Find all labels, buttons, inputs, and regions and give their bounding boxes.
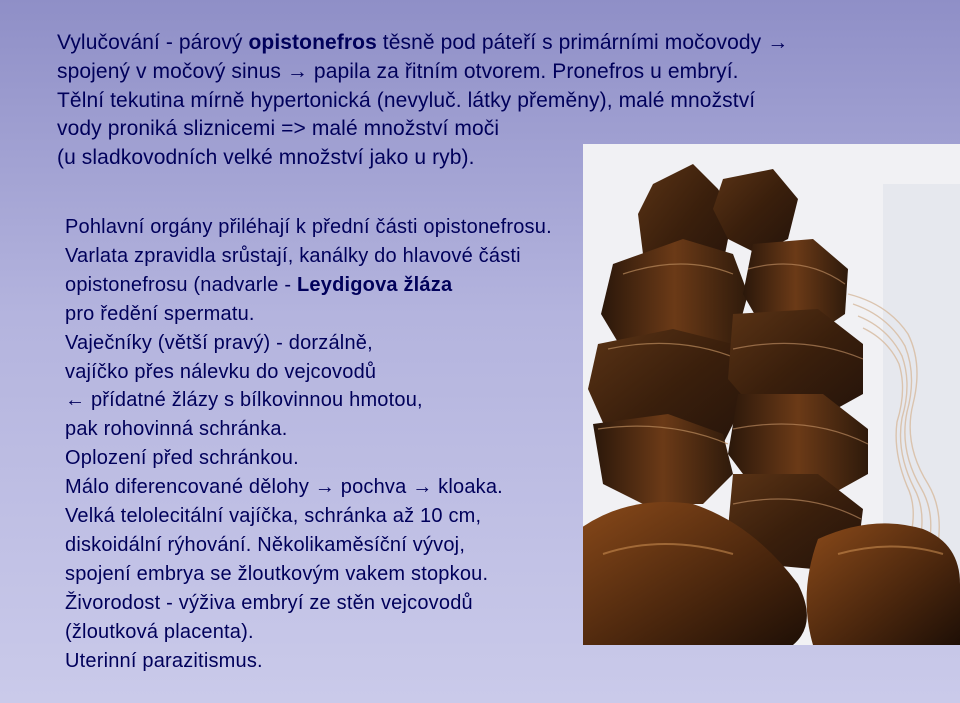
text-line: Vaječníky (větší pravý) - dorzálně, xyxy=(65,331,373,354)
reproduction-paragraph xyxy=(65,213,625,676)
text-line: Vylučování - párový opistonefros těsně pod páteří s primárními močovody → xyxy=(57,31,789,54)
text-line: Oplození před schránkou. xyxy=(65,447,299,470)
text-line: Tělní tekutina mírně hypertonická (nevyluč. látky přeměny), malé množství xyxy=(57,88,756,112)
text-line: opistonefrosu (nadvarle - Leydigova žláza xyxy=(65,273,453,296)
text-line: pak rohovinná schránka. xyxy=(65,418,288,441)
text-line: vody proniká sliznicemi => malé množství moči xyxy=(57,117,500,141)
text-line: (u sladkovodních velké množství jako u ryb). xyxy=(57,146,475,170)
text-line: Málo diferencované dělohy → pochva → kloaka. xyxy=(65,476,503,499)
egg-capsule-bottom-right xyxy=(807,523,960,645)
text-line: (žloutková placenta). xyxy=(65,620,254,643)
term-leydigova-zlaza: Leydigova žláza xyxy=(297,273,453,296)
text-line: Uterinní parazitismus. xyxy=(65,649,263,672)
text-line: diskoidální rýhování. Několikaměsíční vývoj, xyxy=(65,533,466,556)
text-line: pro ředění spermatu. xyxy=(65,302,255,325)
text-line: ← přídatné žlázy s bílkovinnou hmotou, xyxy=(65,389,423,412)
text-line: spojený v močový sinus → papila za řitním otvorem. Pronefros u embryí. xyxy=(57,59,739,83)
shark-egg-case-photo xyxy=(583,144,960,645)
text-line: vajíčko přes nálevku do vejcovodů xyxy=(65,360,377,383)
text-line: spojení embrya se žloutkovým vakem stopkou. xyxy=(65,562,489,585)
term-opistonefros: opistonefros xyxy=(248,31,377,54)
text-line: Varlata zpravidla srůstají, kanálky do hlavové části xyxy=(65,244,521,267)
text-line: Velká telolecitální vajíčka, schránka až 10 cm, xyxy=(65,505,482,528)
text-line: Živorodost - výživa embryí ze stěn vejcovodů xyxy=(65,591,473,614)
text-line: Pohlavní orgány přiléhají k přední části opistonefrosu. xyxy=(65,216,552,238)
